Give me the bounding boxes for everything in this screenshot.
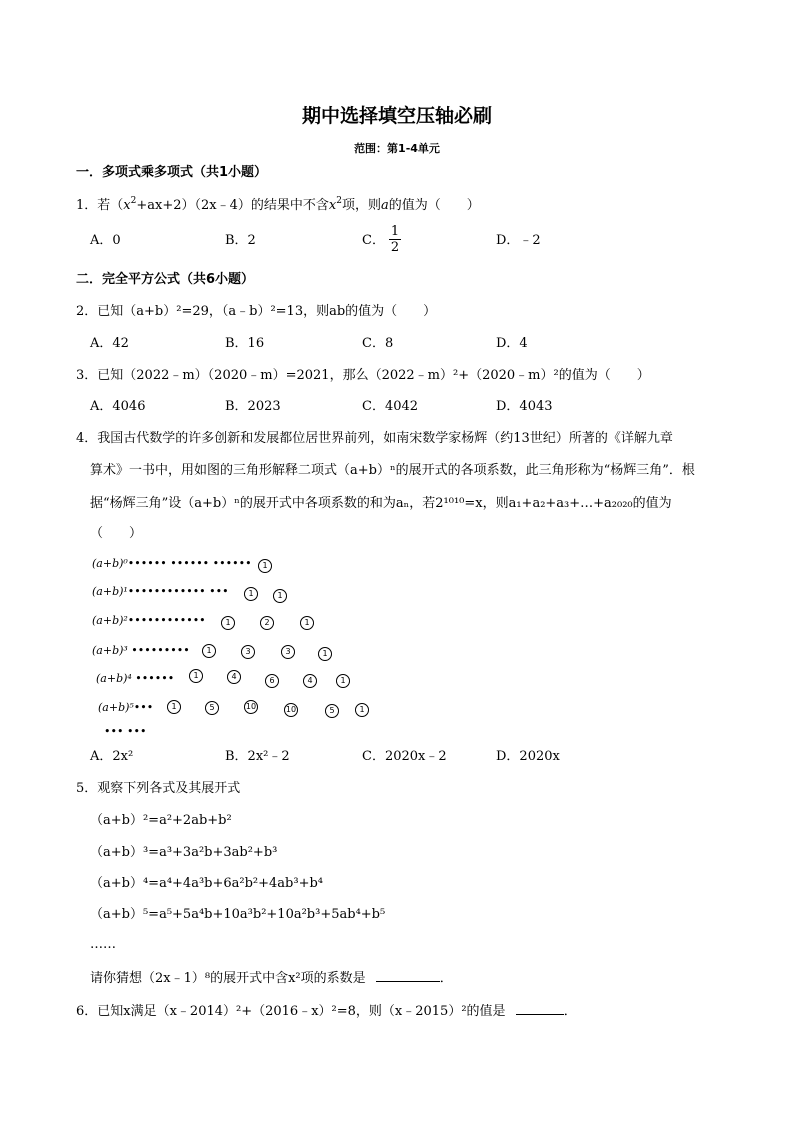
q1-option-c: C． xyxy=(362,233,385,248)
q3-option-d: D．4043 xyxy=(496,399,553,414)
question-4-line-2: 算术》一书中，用如图的三角形解释二项式（a+b）ⁿ的展开式的各项系数，此三角形称为“杨辉三角”．根 xyxy=(90,463,695,478)
page-title: 期中选择填空压轴必刷 xyxy=(301,105,492,127)
q4-option-b: B．2x²﹣2 xyxy=(225,749,290,764)
q1-stem-part: 项，则 xyxy=(341,198,381,213)
q1-stem-part: 1．若（ xyxy=(76,198,124,213)
triangle-number: 10 xyxy=(244,700,258,714)
q4-option-d: D．2020x xyxy=(496,749,560,764)
question-4-line-4: （ ） xyxy=(90,526,143,541)
q1-var: x xyxy=(328,198,337,213)
triangle-number: 1 xyxy=(221,616,235,630)
section-heading-1: 一．多项式乘多项式（共1小题） xyxy=(76,165,268,180)
triangle-number: 5 xyxy=(325,704,339,718)
triangle-number: 1 xyxy=(355,703,369,717)
triangle-row-label: (a+b)⁵••• xyxy=(98,701,154,714)
question-4-line-1: 4．我国古代数学的许多创新和发展都位居世界前列，如南宋数学家杨辉（约13世纪）所著的《详解九章 xyxy=(76,431,673,446)
triangle-row-label: (a+b)²•••••••••••• xyxy=(92,614,206,627)
q1-option-a: A．0 xyxy=(90,233,121,248)
triangle-number: 1 xyxy=(244,587,258,601)
q4-option-a: A．2x² xyxy=(90,749,134,764)
triangle-number: 1 xyxy=(300,616,314,630)
q2-option-a: A．42 xyxy=(90,336,129,351)
triangle-number: 5 xyxy=(205,701,219,715)
q6-question-text: 6．已知x满足（x﹣2014）²+（2016﹣x）²=8，则（x﹣2015）²的值是 xyxy=(76,1004,506,1019)
q2-option-d: D．4 xyxy=(496,336,528,351)
question-6 xyxy=(76,1004,577,1020)
q6-answer-blank[interactable] xyxy=(516,1014,564,1015)
triangle-number: 1 xyxy=(273,589,287,603)
fraction-numerator: 1 xyxy=(390,224,400,239)
q1-option-b: B．2 xyxy=(225,233,256,248)
question-3-stem: 3．已知（2022﹣m）（2020﹣m）=2021，那么（2022﹣m）²+（2020﹣m）²的值为（ ） xyxy=(76,368,650,383)
q1-var: a xyxy=(380,198,389,213)
triangle-number: 4 xyxy=(303,674,317,688)
triangle-number: 4 xyxy=(227,670,241,684)
q2-option-c: C．8 xyxy=(362,336,394,351)
triangle-number: 1 xyxy=(189,669,203,683)
q1-stem-part: 的值为（ ） xyxy=(388,198,480,213)
triangle-number: 3 xyxy=(241,645,255,659)
triangle-number: 6 xyxy=(265,674,279,688)
q1-option-d: D．﹣2 xyxy=(496,233,541,248)
page-subtitle: 范围：第1-4单元 xyxy=(354,142,440,155)
triangle-number: 1 xyxy=(318,647,332,661)
question-2-stem: 2．已知（a+b）²=29，（a﹣b）²=13，则ab的值为（ ） xyxy=(76,304,437,319)
q5-equation-4: （a+b）⁵=a⁵+5a⁴b+10a³b²+10a²b³+5ab⁴+b⁵ xyxy=(90,907,386,922)
section-heading-2: 二．完全平方公式（共6小题） xyxy=(76,272,255,287)
q5-question xyxy=(90,971,453,987)
q5-equation-3: （a+b）⁴=a⁴+4a³b+6a²b²+4ab³+b⁴ xyxy=(90,876,324,891)
q3-option-c: C．4042 xyxy=(362,399,419,414)
q5-answer-blank[interactable] xyxy=(376,981,440,982)
fraction-denominator: 2 xyxy=(390,240,400,255)
triangle-number: 1 xyxy=(167,700,181,714)
question-4-line-3: 据“杨辉三角”设（a+b）ⁿ的展开式中各项系数的和为aₙ，若2¹⁰¹⁰=x，则a₁+a₂+a₃+…+a₂₀₂₀的值为 xyxy=(90,496,672,511)
q5-ellipsis: …… xyxy=(90,937,116,952)
question-5-stem: 5．观察下列各式及其展开式 xyxy=(76,781,241,796)
q1-stem-part: +ax+2）（2x﹣4）的结果中不含 xyxy=(136,198,329,213)
q5-period: ． xyxy=(439,971,453,986)
q3-option-a: A．4046 xyxy=(90,399,146,414)
triangle-number: 2 xyxy=(260,616,274,630)
triangle-continuation-dots: ••• ••• xyxy=(104,725,147,738)
q5-equation-2: （a+b）³=a³+3a²b+3ab²+b³ xyxy=(90,845,278,860)
q1-option-c-fraction xyxy=(388,224,402,255)
triangle-number: 1 xyxy=(258,559,272,573)
q2-option-b: B．16 xyxy=(225,336,265,351)
q4-option-c: C．2020x﹣2 xyxy=(362,749,447,764)
q1-var: x xyxy=(123,198,131,213)
q5-equation-1: （a+b）²=a²+2ab+b² xyxy=(90,813,232,828)
q5-question-text: 请你猜想（2x﹣1）⁸的展开式中含x²项的系数是 xyxy=(90,971,366,986)
triangle-number: 1 xyxy=(202,644,216,658)
q6-period: ． xyxy=(563,1004,577,1019)
triangle-number: 3 xyxy=(281,645,295,659)
q3-option-b: B．2023 xyxy=(225,399,281,414)
triangle-row-label: (a+b)¹•••••••••••• ••• xyxy=(92,585,229,598)
triangle-row-label: (a+b)⁰•••••• •••••• •••••• xyxy=(92,557,252,570)
triangle-row-label: (a+b)³ ••••••••• xyxy=(92,644,190,657)
triangle-row-label: (a+b)⁴ •••••• xyxy=(96,672,175,685)
triangle-number: 1 xyxy=(336,674,350,688)
triangle-number: 10 xyxy=(284,703,298,717)
question-1-stem: 1．若$(x^2+ax+2)(2x﹣4)$的结果中不含$x^2$项，则a的值为（ ） xyxy=(76,196,480,213)
